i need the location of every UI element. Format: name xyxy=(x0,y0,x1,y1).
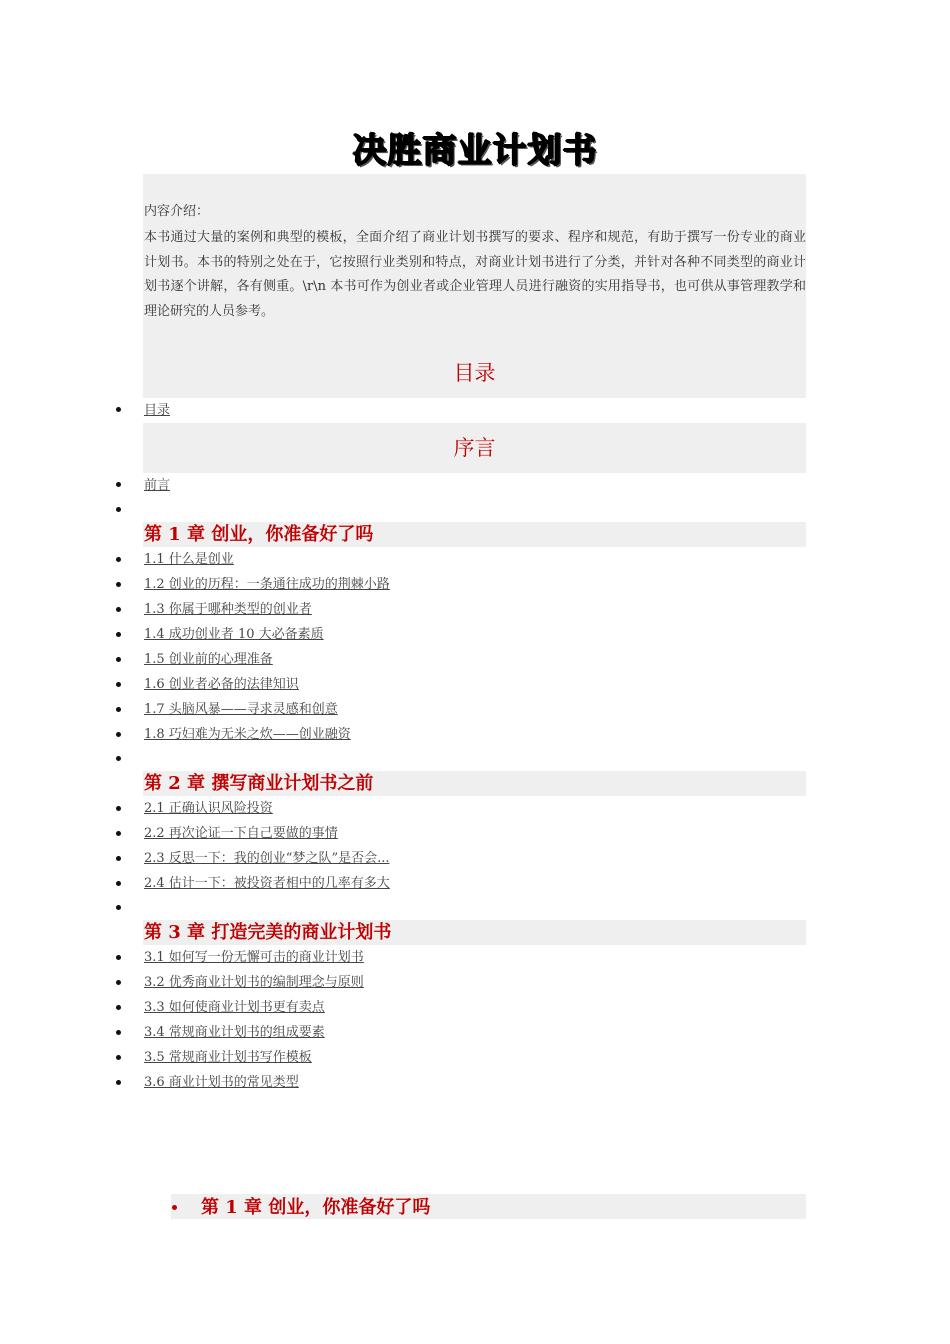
chapter-1-item[interactable]: 1.8 巧妇难为无米之炊——创业融资 xyxy=(144,727,351,742)
bullet-icon xyxy=(116,632,121,637)
chapter-2-item[interactable]: 2.2 再次论证一下自己要做的事情 xyxy=(144,826,338,841)
bullet-icon xyxy=(116,732,121,737)
bullet-icon xyxy=(116,557,121,562)
intro-heading: 内容介绍： xyxy=(144,204,210,219)
bottom-chapter-title: 第 1 章 创业，你准备好了吗 xyxy=(201,1197,431,1218)
bullet-icon xyxy=(116,657,121,662)
bullet-icon xyxy=(116,756,121,761)
intro-text: 本书通过大量的案例和典型的模板，全面介绍了商业计划书撰写的要求、程序和规范，有助于撰写一份专业的商业计划书。本书的特别之处在于，它按照行业类别和特点，对商业计划书进行了分类，并针对各种不同类型的商业计划书逐个讲解，各有侧重。\r\n 本书可作为创业者或企业管理人员进行融资的实用指导书，也可供从事管理教学和理论研究的人员参考。 xyxy=(144,230,806,319)
chapter-3-item[interactable]: 3.2 优秀商业计划书的编制理念与原则 xyxy=(144,975,364,990)
bullet-icon xyxy=(116,507,121,512)
preface-section-title: 序言 xyxy=(453,436,496,460)
bullet-icon xyxy=(116,582,121,587)
bullet-icon xyxy=(116,856,121,861)
chapter-1-item[interactable]: 1.1 什么是创业 xyxy=(144,552,234,567)
chapter-3-title: 第 3 章 打造完美的商业计划书 xyxy=(144,922,392,943)
chapter-2-title: 第 2 章 撰写商业计划书之前 xyxy=(144,773,374,794)
chapter-1-item[interactable]: 1.3 你属于哪种类型的创业者 xyxy=(144,602,312,617)
bullet-icon xyxy=(116,955,121,960)
chapter-3-item[interactable]: 3.3 如何使商业计划书更有卖点 xyxy=(144,1000,325,1015)
bullet-icon xyxy=(116,831,121,836)
chapter-3-item[interactable]: 3.5 常规商业计划书写作模板 xyxy=(144,1050,312,1065)
chapter-2-item[interactable]: 2.1 正确认识风险投资 xyxy=(144,801,273,816)
bullet-icon xyxy=(116,407,121,412)
toc-link[interactable]: 目录 xyxy=(144,403,171,418)
bullet-icon xyxy=(116,1080,121,1085)
chapter-3-item[interactable]: 3.1 如何写一份无懈可击的商业计划书 xyxy=(144,950,364,965)
bullet-icon xyxy=(116,607,121,612)
toc-section-title: 目录 xyxy=(453,361,496,385)
chapter-3-item[interactable]: 3.6 商业计划书的常见类型 xyxy=(144,1075,299,1090)
chapter-2-item[interactable]: 2.3 反思一下：我的创业“梦之队”是否会... xyxy=(144,851,390,866)
bullet-icon xyxy=(172,1205,177,1210)
chapter-1-title: 第 1 章 创业，你准备好了吗 xyxy=(144,524,374,545)
chapter-1-item[interactable]: 1.7 头脑风暴——寻求灵感和创意 xyxy=(144,702,338,717)
bullet-icon xyxy=(116,980,121,985)
chapter-1-item[interactable]: 1.4 成功创业者 10 大必备素质 xyxy=(144,627,324,642)
chapter-1-item[interactable]: 1.2 创业的历程：一条通往成功的荆棘小路 xyxy=(144,577,390,592)
bullet-icon xyxy=(116,482,121,487)
chapter-3-item[interactable]: 3.4 常规商业计划书的组成要素 xyxy=(144,1025,325,1040)
chapter-1-item[interactable]: 1.5 创业前的心理准备 xyxy=(144,652,273,667)
bullet-icon xyxy=(116,1030,121,1035)
bullet-icon xyxy=(116,881,121,886)
preface-section-header xyxy=(143,423,806,473)
toc-section-header xyxy=(143,348,806,398)
bullet-icon xyxy=(116,1055,121,1060)
bullet-icon xyxy=(116,905,121,910)
page-title: 决胜商业计划书 xyxy=(352,131,598,171)
chapter-2-item[interactable]: 2.4 估计一下：被投资者相中的几率有多大 xyxy=(144,876,390,891)
bullet-icon xyxy=(116,806,121,811)
bullet-icon xyxy=(116,707,121,712)
bullet-icon xyxy=(116,682,121,687)
chapter-1-item[interactable]: 1.6 创业者必备的法律知识 xyxy=(144,677,299,692)
bullet-icon xyxy=(116,1005,121,1010)
preface-link[interactable]: 前言 xyxy=(144,478,171,493)
